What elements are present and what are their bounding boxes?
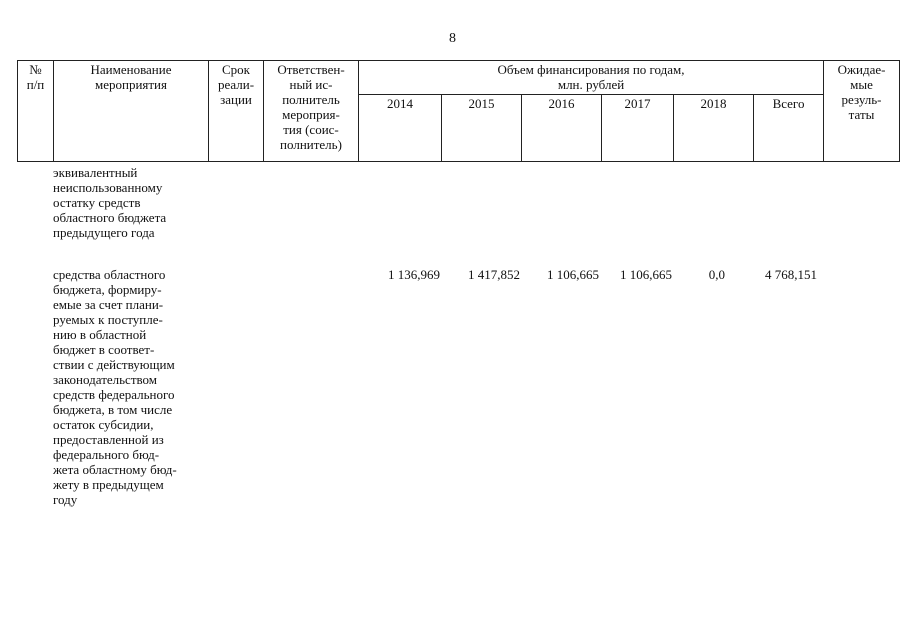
header-year-2016: 2016 [522,95,602,162]
header-term: Срок реали- зации [209,61,264,162]
page-number: 8 [449,31,456,46]
header-year-2018: 2018 [674,95,754,162]
row-name: эквивалентный неиспользованному остатку средств областного бюджета предыдущего года [53,165,167,240]
value-total: 4 768,151 [765,267,817,282]
value-2015: 1 417,852 [468,267,520,282]
header-responsible: Ответствен- ный ис- полнитель мероприя- тия (соис- полнитель) [264,61,359,162]
value-2014: 1 136,969 [388,267,440,282]
header-name: Наименование мероприятия [54,61,209,162]
header-year-2017: 2017 [602,95,674,162]
financing-table-header [17,60,900,162]
value-2017: 1 106,665 [620,267,672,282]
header-year-2015: 2015 [442,95,522,162]
row-name: средства областного бюджета, формиру- емые за счет плани- руемых к поступле- нию в областной бюджет в соответ- ствии с действующим законодательством средств федерального бюджета, в том числе остаток субсидии, предоставленной из федерального бюд- жета областному бюд- жету в предыдущем году [53,267,177,507]
header-num: № п/п [18,61,54,162]
header-result: Ожидае- мые резуль- таты [824,61,900,162]
header-financing: Объем финансирования по годам, млн. рублей [359,61,824,95]
value-2018: 0,0 [708,267,725,282]
header-year-2014: 2014 [359,95,442,162]
header-total: Всего [754,95,824,162]
value-2016: 1 106,665 [547,267,599,282]
